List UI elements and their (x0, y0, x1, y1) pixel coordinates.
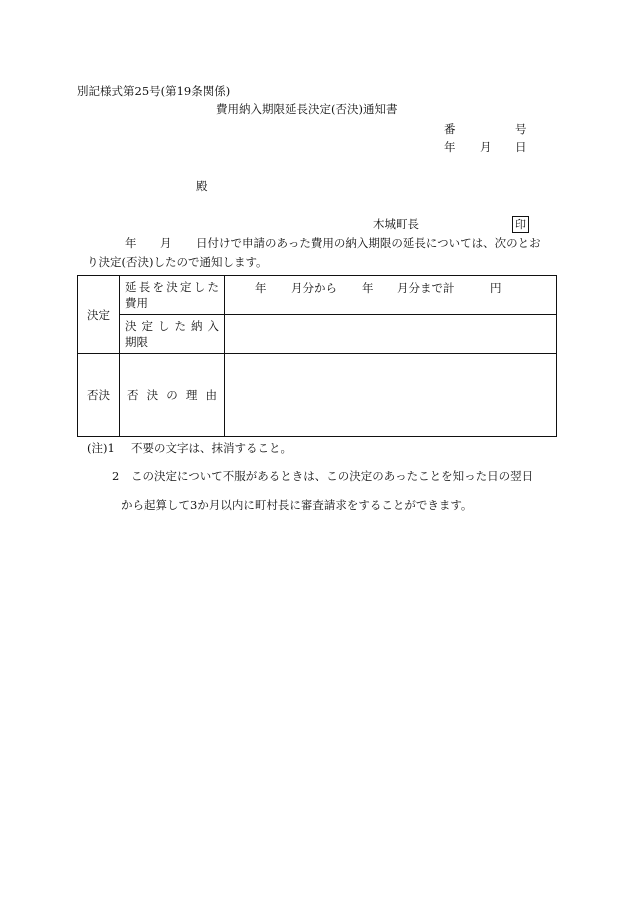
char: の (166, 388, 178, 402)
note-prefix: (注)1 (87, 441, 115, 455)
char: し (193, 280, 206, 294)
note-2-line1: この決定について不服があるときは、この決定のあったことを知った日の翌日 (131, 469, 534, 483)
table-row-extended-cost (78, 276, 557, 315)
decision-table (77, 275, 557, 437)
extended-cost-value (225, 276, 557, 315)
period-to-month-total: 月分まで計 (397, 281, 455, 295)
reason-label (120, 354, 225, 437)
char: 由 (205, 388, 217, 402)
document-title: 費用納入期限延長決定(否決)通知書 (216, 102, 398, 116)
body-text-line2: り決定(否決)したので通知します。 (87, 255, 268, 269)
kettei-label: 決定 (78, 276, 120, 354)
char: た (207, 280, 219, 294)
body-month: 月 (160, 236, 172, 250)
note-2-number: 2 (112, 469, 120, 483)
reason-label-text (120, 387, 224, 403)
ref-go: 号 (515, 122, 527, 136)
char: 理 (185, 388, 198, 402)
body-year: 年 (125, 236, 137, 250)
note-1: 不要の文字は、抹消すること。 (131, 441, 292, 455)
char: 納 (191, 319, 203, 333)
char: た (174, 319, 186, 333)
char: 定 (180, 280, 192, 294)
period-to-year: 年 (362, 281, 374, 295)
period-yen: 円 (490, 281, 502, 295)
char: 長 (138, 280, 151, 294)
ref-ban: 番 (444, 122, 456, 136)
char: 定 (141, 319, 153, 333)
char: を (152, 280, 164, 294)
period-from-month: 月分から (291, 281, 337, 295)
char: 否 (127, 388, 139, 402)
period-text (225, 276, 556, 296)
note-2-line2: から起算して3か月以内に町村長に審査請求をすることができます。 (121, 498, 473, 512)
char: し (158, 319, 170, 333)
table-row-deadline (78, 315, 557, 354)
extended-cost-label (120, 276, 225, 315)
deadline-label-line2: 期限 (125, 335, 148, 349)
date-day: 日 (515, 140, 527, 154)
hiketsu-label: 否決 (78, 354, 120, 437)
table-row-rejection (78, 354, 557, 437)
date-month: 月 (480, 140, 492, 154)
period-from-year: 年 (255, 281, 267, 295)
reason-value (225, 354, 557, 437)
char: 決 (146, 388, 159, 402)
issuer: 木城町長 (373, 217, 419, 231)
seal-mark: 印 (512, 216, 529, 233)
body-text-line1: 日付けで申請のあった費用の納入期限の延長については、次のとお (196, 236, 541, 250)
deadline-label-line1 (125, 318, 219, 334)
deadline-label (120, 315, 225, 354)
char: 決 (125, 319, 137, 333)
form-number: 別記様式第25号(第19条関係) (77, 84, 231, 98)
date-year: 年 (444, 140, 456, 154)
char: 延 (125, 280, 137, 294)
char: 入 (207, 319, 219, 333)
deadline-value (225, 315, 557, 354)
extended-cost-label-line2: 費用 (125, 296, 148, 310)
extended-cost-label-line1 (125, 279, 219, 295)
char: 決 (166, 280, 178, 294)
addressee-suffix: 殿 (196, 179, 208, 193)
